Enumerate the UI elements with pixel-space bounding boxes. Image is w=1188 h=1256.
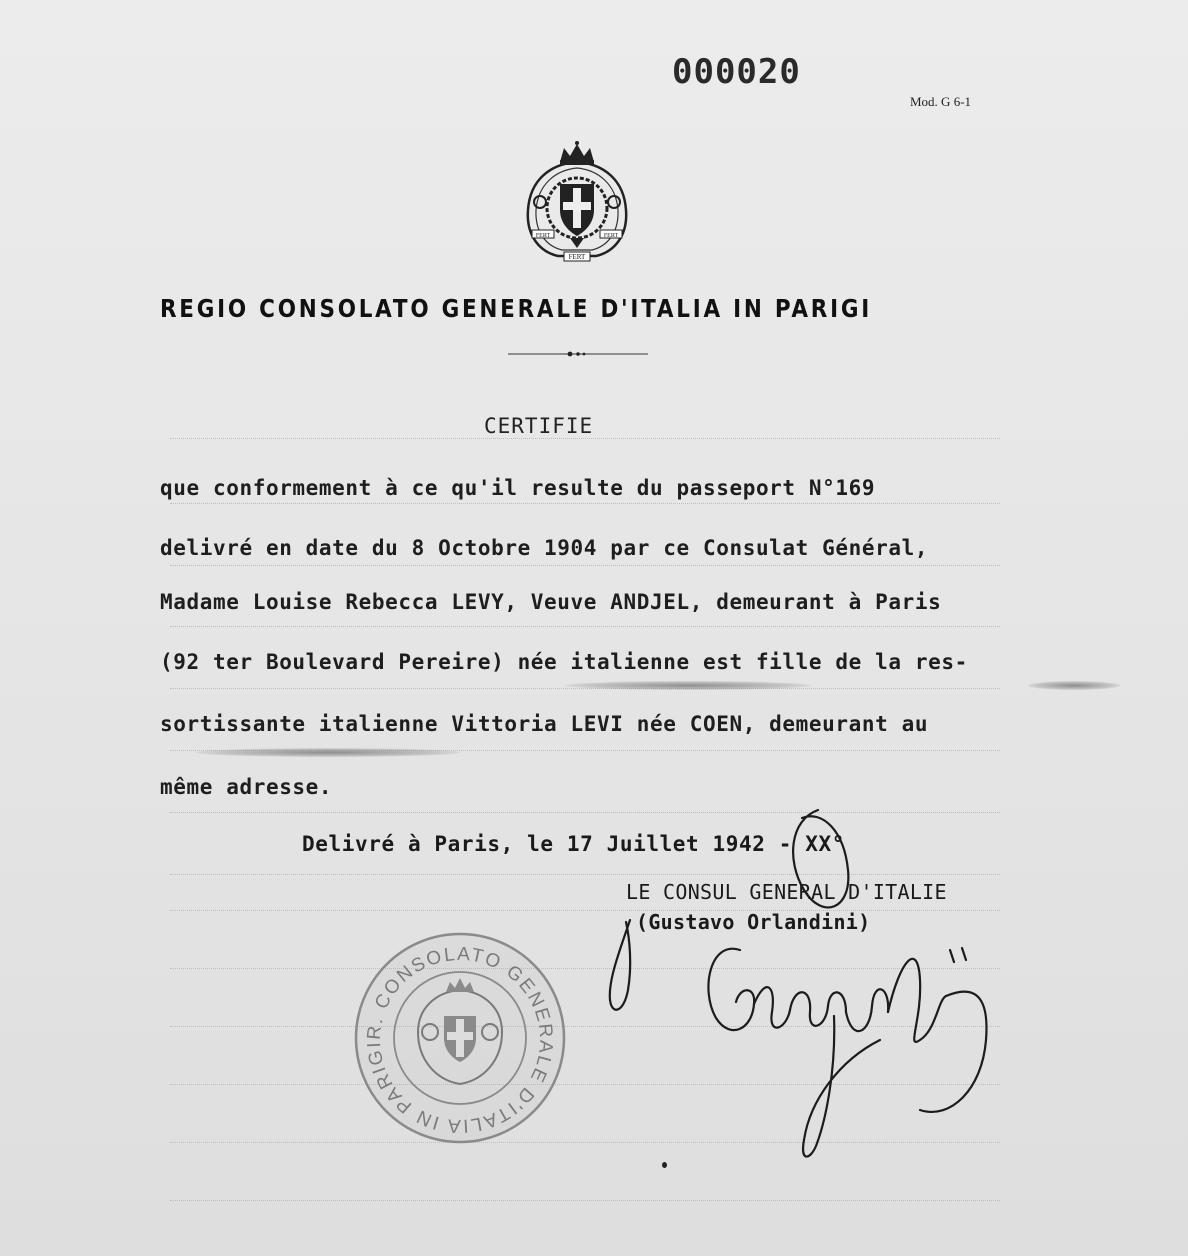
ruled-line	[170, 688, 1000, 689]
pencil-underline	[1028, 681, 1120, 690]
ruled-line	[170, 565, 1000, 566]
motto-left-label: FERT	[535, 233, 551, 239]
ruled-line	[170, 438, 1000, 439]
ruled-line	[170, 503, 1000, 504]
form-reference: Mod. G 6-1	[910, 94, 972, 109]
pencil-underline	[196, 748, 460, 757]
royal-coat-of-arms-icon	[522, 140, 632, 268]
ruled-line	[170, 626, 1000, 627]
ornamental-divider	[508, 347, 648, 361]
pencil-underline	[566, 681, 810, 690]
issue-date-line: Delivré à Paris, le 17 Juillet 1942 - XX°	[302, 832, 845, 856]
motto-right-label: FERT	[603, 233, 619, 239]
body-line: sortissante italienne Vittoria LEVI née COEN, demeurant au	[160, 712, 929, 736]
serial-number: 000020	[672, 52, 801, 92]
motto-bottom-label: FERT	[568, 253, 586, 261]
ruled-line	[170, 1200, 1000, 1201]
consulate-title: REGIO CONSOLATO GENERALE D'ITALIA IN PARIGI	[160, 294, 872, 323]
certificate-heading: CERTIFIE	[484, 414, 594, 438]
signatory-title: LE CONSUL GENERAL D'ITALIE	[626, 880, 947, 904]
consular-seal-icon	[340, 920, 580, 1150]
body-line: (92 ter Boulevard Pereire) née italienne est fille de la res-	[160, 650, 968, 674]
body-line: delivré en date du 8 Octobre 1904 par ce Consulat Général,	[160, 536, 929, 560]
ink-dot	[662, 1162, 667, 1168]
signatory-name: (Gustavo Orlandini)	[636, 910, 871, 934]
body-line: même adresse.	[160, 775, 333, 799]
body-line: Madame Louise Rebecca LEVY, Veuve ANDJEL, demeurant à Paris	[160, 590, 942, 614]
body-line: que conformement à ce qu'il resulte du passeport N°169	[160, 476, 876, 500]
handwritten-signature-icon	[590, 790, 1010, 1170]
stamp-text: R. CONSOLATO GENERALE D'ITALIA IN PARIGI	[363, 943, 557, 1137]
